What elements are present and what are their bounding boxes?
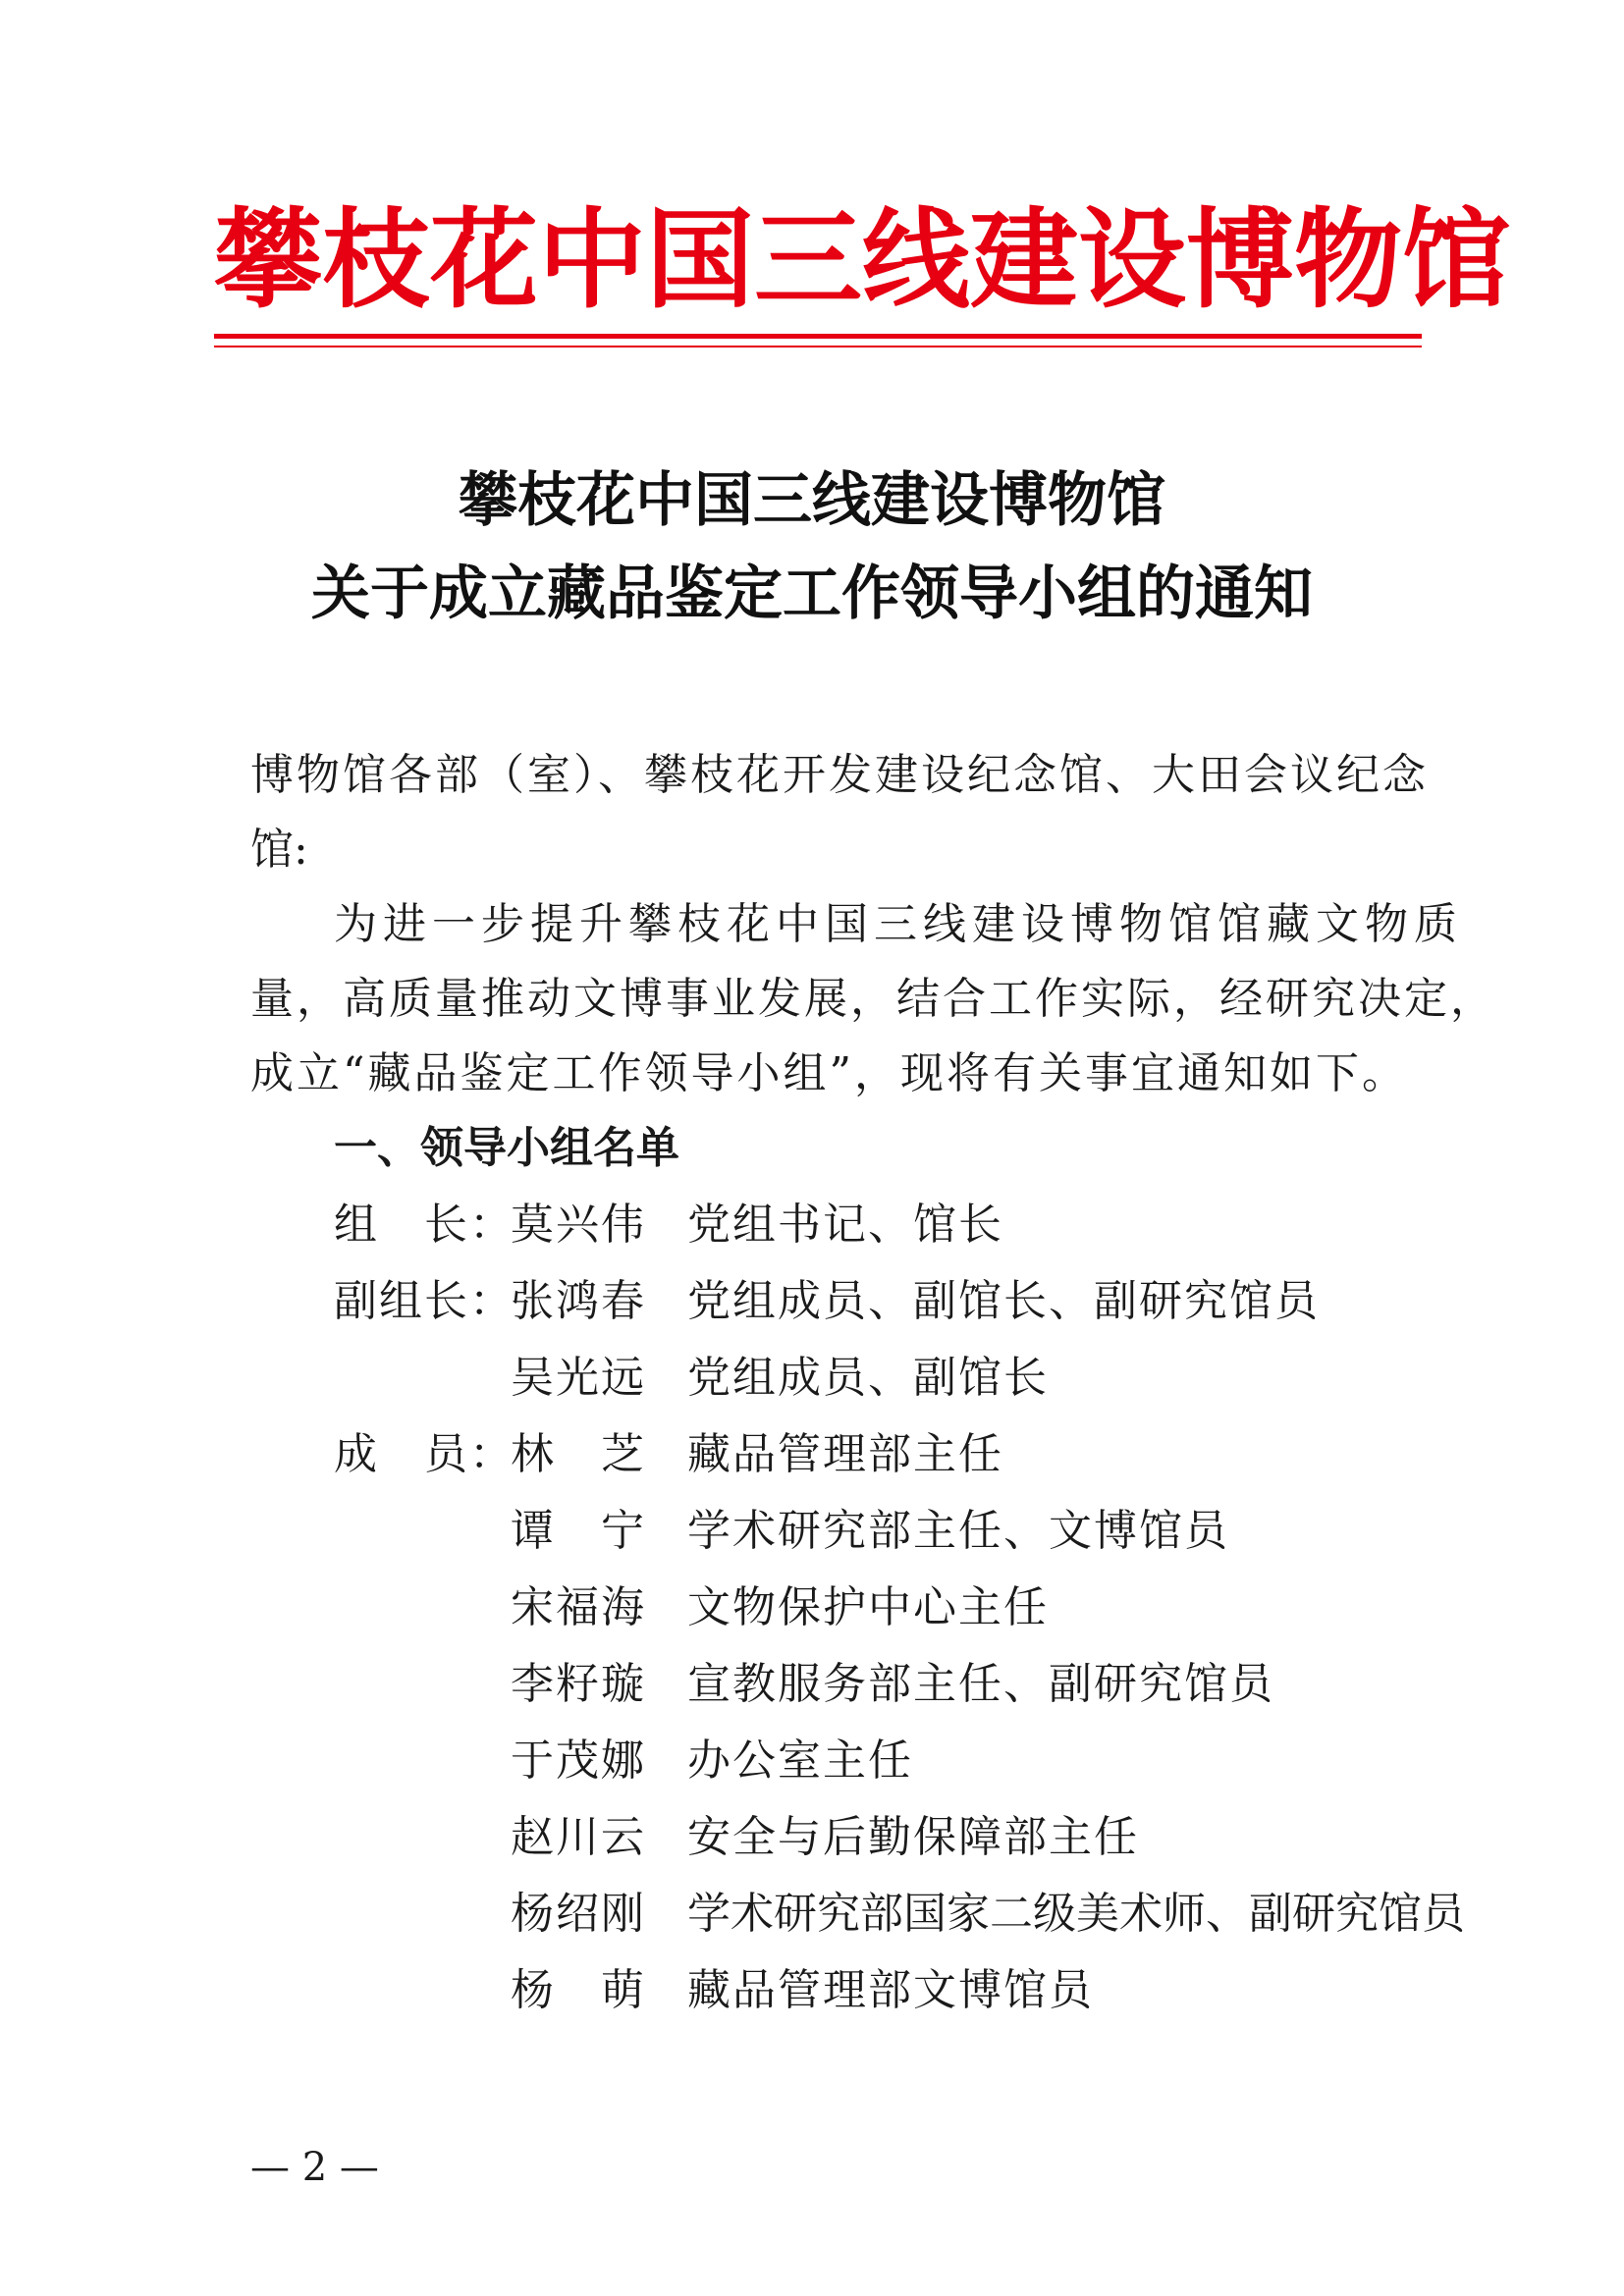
member-name: 宋福海 [511,1582,646,1632]
recipients-line-1: 博物馆各部（室）、攀枝花开发建设纪念馆、大田会议纪念 [250,750,1429,800]
paragraph-line-1: 为进一步提升攀枝花中国三线建设博物馆馆藏文物质 [334,899,1463,949]
masthead-rule-thin [214,346,1422,347]
member-duty: 学术研究部主任、文博馆员 [687,1506,1229,1556]
member-duty: 党组书记、馆长 [687,1200,1003,1250]
member-name: 林 芝 [511,1429,646,1479]
member-duty: 党组成员、副馆长、副研究馆员 [687,1276,1320,1326]
paragraph-line-3: 成立“藏品鉴定工作领导小组”，现将有关事宜通知如下。 [250,1048,1408,1098]
member-name: 张鸿春 [511,1276,646,1326]
member-role: 副组长： [334,1276,514,1326]
section-heading: 一、领导小组名单 [334,1123,679,1173]
member-duty: 办公室主任 [687,1735,913,1786]
member-duty: 安全与后勤保障部主任 [687,1812,1139,1862]
masthead-title: 攀枝花中国三线建设博物馆 [214,196,1510,323]
recipients-line-2: 馆: [250,825,308,875]
member-name: 吴光远 [511,1353,646,1403]
member-duty: 宣教服务部主任、副研究馆员 [687,1659,1274,1709]
notice-title-line-1: 攀枝花中国三线建设博物馆 [459,466,1165,535]
page-number: — 2 — [250,2145,379,2190]
member-duty: 藏品管理部文博馆员 [687,1965,1094,2015]
notice-title-line-2: 关于成立藏品鉴定工作领导小组的通知 [311,560,1313,628]
paragraph-line-2: 量，高质量推动文博事业发展，结合工作实际，经研究决定， [250,974,1496,1024]
member-name: 赵川云 [511,1812,646,1862]
member-duty: 学术研究部国家二级美术师、副研究馆员 [687,1889,1465,1939]
member-name: 李籽璇 [511,1659,646,1709]
member-name: 莫兴伟 [511,1200,646,1250]
member-name: 杨 萌 [511,1965,646,2015]
masthead-rule-thick [214,334,1422,339]
member-duty: 党组成员、副馆长 [687,1353,1049,1403]
member-name: 谭 宁 [511,1506,646,1556]
member-name: 杨绍刚 [511,1889,646,1939]
member-role: 组 长： [334,1200,514,1250]
member-role: 成 员： [334,1429,514,1479]
member-duty: 藏品管理部主任 [687,1429,1003,1479]
member-name: 于茂娜 [511,1735,646,1786]
member-duty: 文物保护中心主任 [687,1582,1049,1632]
